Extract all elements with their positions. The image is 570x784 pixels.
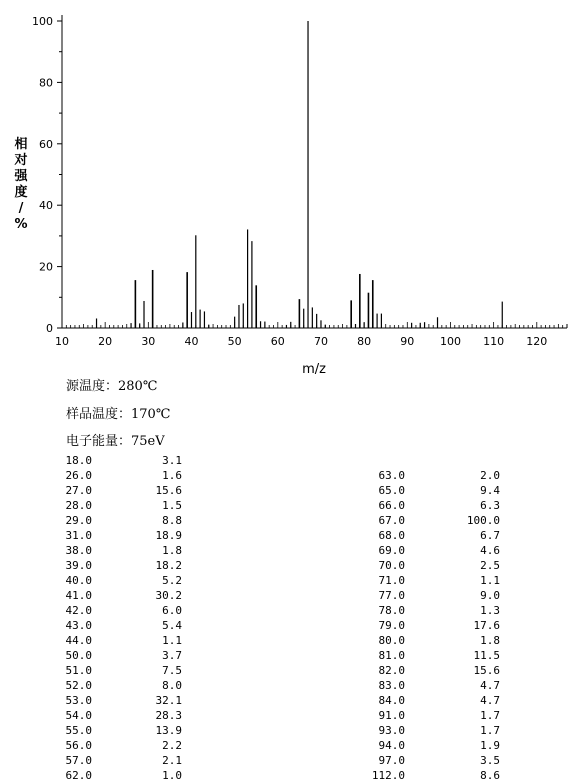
peak-table-row <box>360 543 500 558</box>
peak-table-right <box>360 468 500 783</box>
y-axis-label-char: % <box>14 217 28 232</box>
peak-table-row <box>360 483 500 498</box>
mz-value: 83.0 <box>378 679 405 692</box>
mz-value: 112.0 <box>371 769 405 782</box>
mz-value: 27.0 <box>65 484 92 497</box>
mz-value: 55.0 <box>65 724 92 737</box>
peak-table-row <box>62 558 182 573</box>
peak-table-left <box>62 453 182 783</box>
sample-temperature: 样品温度：170℃ <box>66 407 171 422</box>
y-axis-label-char: 强 <box>14 169 28 184</box>
peak-table-row <box>62 648 182 663</box>
peak-table-row <box>62 693 182 708</box>
relative-intensity-value: 7.5 <box>162 664 182 677</box>
relative-intensity-value: 1.9 <box>480 739 500 752</box>
mz-value: 94.0 <box>378 739 405 752</box>
peak-table-row <box>360 468 500 483</box>
y-tick-label: 100 <box>32 15 53 28</box>
x-tick-label: 60 <box>270 335 285 348</box>
y-tick-label: 20 <box>39 260 53 274</box>
source-temperature: 源温度：280℃ <box>66 379 158 394</box>
relative-intensity-value: 5.4 <box>162 619 182 632</box>
mz-value: 41.0 <box>65 589 92 602</box>
peak-table-row <box>360 558 500 573</box>
relative-intensity-value: 6.7 <box>480 529 500 542</box>
peak-table-row <box>62 753 182 768</box>
relative-intensity-value: 3.1 <box>162 454 182 467</box>
mz-value: 52.0 <box>65 679 92 692</box>
relative-intensity-value: 6.3 <box>480 499 500 512</box>
peak-table-row <box>62 573 182 588</box>
relative-intensity-value: 5.2 <box>162 574 182 587</box>
relative-intensity-value: 8.8 <box>162 514 182 527</box>
mz-value: 82.0 <box>378 664 405 677</box>
relative-intensity-value: 4.7 <box>480 679 500 692</box>
mz-value: 66.0 <box>378 499 405 512</box>
peak-table-row <box>360 723 500 738</box>
peak-table-row <box>62 663 182 678</box>
relative-intensity-value: 1.1 <box>480 574 500 587</box>
peak-table-row <box>360 648 500 663</box>
axes <box>32 15 567 348</box>
peak-table-row <box>62 453 182 468</box>
peak-table-row <box>360 663 500 678</box>
mz-value: 26.0 <box>65 469 92 482</box>
x-tick-label: 40 <box>184 335 199 348</box>
relative-intensity-value: 2.5 <box>480 559 500 572</box>
x-tick-label: 30 <box>141 335 156 348</box>
y-tick-label: 60 <box>39 137 53 151</box>
mz-value: 28.0 <box>65 499 92 512</box>
relative-intensity-value: 1.0 <box>162 769 182 782</box>
mz-value: 81.0 <box>378 649 405 662</box>
peak-table-row <box>360 588 500 603</box>
x-tick-label: 70 <box>313 335 328 348</box>
peak-table-row <box>360 738 500 753</box>
peak-table-row <box>360 678 500 693</box>
x-tick-label: 80 <box>357 335 372 348</box>
peak-table-row <box>360 633 500 648</box>
relative-intensity-value: 18.2 <box>155 559 182 572</box>
mz-value: 38.0 <box>65 544 92 557</box>
mz-value: 68.0 <box>378 529 405 542</box>
peak-table-row <box>360 603 500 618</box>
mz-value: 71.0 <box>378 574 405 587</box>
peak-table-row <box>62 543 182 558</box>
mz-value: 39.0 <box>65 559 92 572</box>
x-tick-label: 110 <box>483 335 505 348</box>
relative-intensity-value: 9.0 <box>480 589 500 602</box>
mz-value: 63.0 <box>378 469 405 482</box>
mz-value: 79.0 <box>378 619 405 632</box>
y-axis-label <box>13 136 28 232</box>
peak-table-row <box>62 513 182 528</box>
relative-intensity-value: 3.5 <box>480 754 500 767</box>
relative-intensity-value: 3.7 <box>162 649 182 662</box>
mass-spectrum-chart <box>0 0 570 380</box>
relative-intensity-value: 1.3 <box>480 604 500 617</box>
relative-intensity-value: 2.0 <box>480 469 500 482</box>
mz-value: 29.0 <box>65 514 92 527</box>
x-tick-label: 50 <box>227 335 242 348</box>
mz-value: 51.0 <box>65 664 92 677</box>
peak-table-row <box>62 723 182 738</box>
peak-table-row <box>62 633 182 648</box>
relative-intensity-value: 15.6 <box>473 664 500 677</box>
y-axis-label-char: 相 <box>14 137 28 152</box>
relative-intensity-value: 18.9 <box>155 529 182 542</box>
relative-intensity-value: 9.4 <box>480 484 500 497</box>
relative-intensity-value: 1.7 <box>480 709 500 722</box>
peak-table-row <box>62 618 182 633</box>
peak-table-row <box>360 618 500 633</box>
peak-table-row <box>62 528 182 543</box>
mz-value: 53.0 <box>65 694 92 707</box>
mz-value: 77.0 <box>378 589 405 602</box>
relative-intensity-value: 1.1 <box>162 634 182 647</box>
mz-value: 70.0 <box>378 559 405 572</box>
relative-intensity-value: 28.3 <box>155 709 182 722</box>
relative-intensity-value: 17.6 <box>473 619 500 632</box>
relative-intensity-value: 8.6 <box>480 769 500 782</box>
relative-intensity-value: 11.5 <box>473 649 500 662</box>
relative-intensity-value: 6.0 <box>162 604 182 617</box>
relative-intensity-value: 4.6 <box>480 544 500 557</box>
mz-value: 57.0 <box>65 754 92 767</box>
mz-value: 78.0 <box>378 604 405 617</box>
x-tick-label: 90 <box>400 335 415 348</box>
peak-table-row <box>360 498 500 513</box>
mz-value: 44.0 <box>65 634 92 647</box>
mz-value: 93.0 <box>378 724 405 737</box>
mz-value: 43.0 <box>65 619 92 632</box>
x-tick-label: 20 <box>98 335 113 348</box>
relative-intensity-value: 1.6 <box>162 469 182 482</box>
x-tick-label: 120 <box>526 335 548 348</box>
y-axis-label-char: 对 <box>14 153 28 168</box>
mz-value: 56.0 <box>65 739 92 752</box>
mz-value: 31.0 <box>65 529 92 542</box>
peak-bars <box>97 21 503 328</box>
peak-table-row <box>62 603 182 618</box>
relative-intensity-value: 100.0 <box>466 514 500 527</box>
peak-table-row <box>62 768 182 783</box>
peak-table-row <box>62 708 182 723</box>
mz-value: 97.0 <box>378 754 405 767</box>
relative-intensity-value: 4.7 <box>480 694 500 707</box>
relative-intensity-value: 30.2 <box>155 589 182 602</box>
mz-value: 62.0 <box>65 769 92 782</box>
y-tick-label: 0 <box>46 322 53 335</box>
peak-table-row <box>62 498 182 513</box>
peak-table-row <box>360 768 500 783</box>
mz-value: 84.0 <box>378 694 405 707</box>
relative-intensity-value: 15.6 <box>155 484 182 497</box>
x-tick-label: 10 <box>55 335 69 348</box>
peak-table-row <box>62 588 182 603</box>
mz-value: 42.0 <box>65 604 92 617</box>
peak-table-row <box>62 483 182 498</box>
relative-intensity-value: 1.5 <box>162 499 182 512</box>
y-tick-label: 40 <box>39 199 53 213</box>
y-axis-label-char: 度 <box>14 185 28 200</box>
peak-table-row <box>360 708 500 723</box>
mz-value: 69.0 <box>378 544 405 557</box>
peak-table-row <box>360 528 500 543</box>
peak-table-row <box>62 738 182 753</box>
peak-table-row <box>360 753 500 768</box>
mz-value: 91.0 <box>378 709 405 722</box>
peak-table-row <box>360 573 500 588</box>
mz-value: 50.0 <box>65 649 92 662</box>
mz-value: 65.0 <box>378 484 405 497</box>
mz-value: 40.0 <box>65 574 92 587</box>
relative-intensity-value: 13.9 <box>155 724 182 737</box>
relative-intensity-value: 1.8 <box>162 544 182 557</box>
mz-value: 54.0 <box>65 709 92 722</box>
relative-intensity-value: 32.1 <box>155 694 182 707</box>
x-axis-label: m/z <box>302 362 326 377</box>
relative-intensity-value: 1.7 <box>480 724 500 737</box>
peak-table-row <box>62 678 182 693</box>
mz-value: 67.0 <box>378 514 405 527</box>
electron-energy: 电子能量：75eV <box>66 434 165 449</box>
y-tick-label: 80 <box>39 76 53 90</box>
relative-intensity-value: 8.0 <box>162 679 182 692</box>
y-axis-label-char: / <box>18 201 24 216</box>
relative-intensity-value: 2.2 <box>162 739 182 752</box>
peak-table-row <box>62 468 182 483</box>
mz-value: 18.0 <box>65 454 92 467</box>
peak-table-row <box>360 513 500 528</box>
relative-intensity-value: 2.1 <box>162 754 182 767</box>
peak-table-row <box>360 693 500 708</box>
relative-intensity-value: 1.8 <box>480 634 500 647</box>
x-tick-label: 100 <box>439 335 461 348</box>
mz-value: 80.0 <box>378 634 405 647</box>
